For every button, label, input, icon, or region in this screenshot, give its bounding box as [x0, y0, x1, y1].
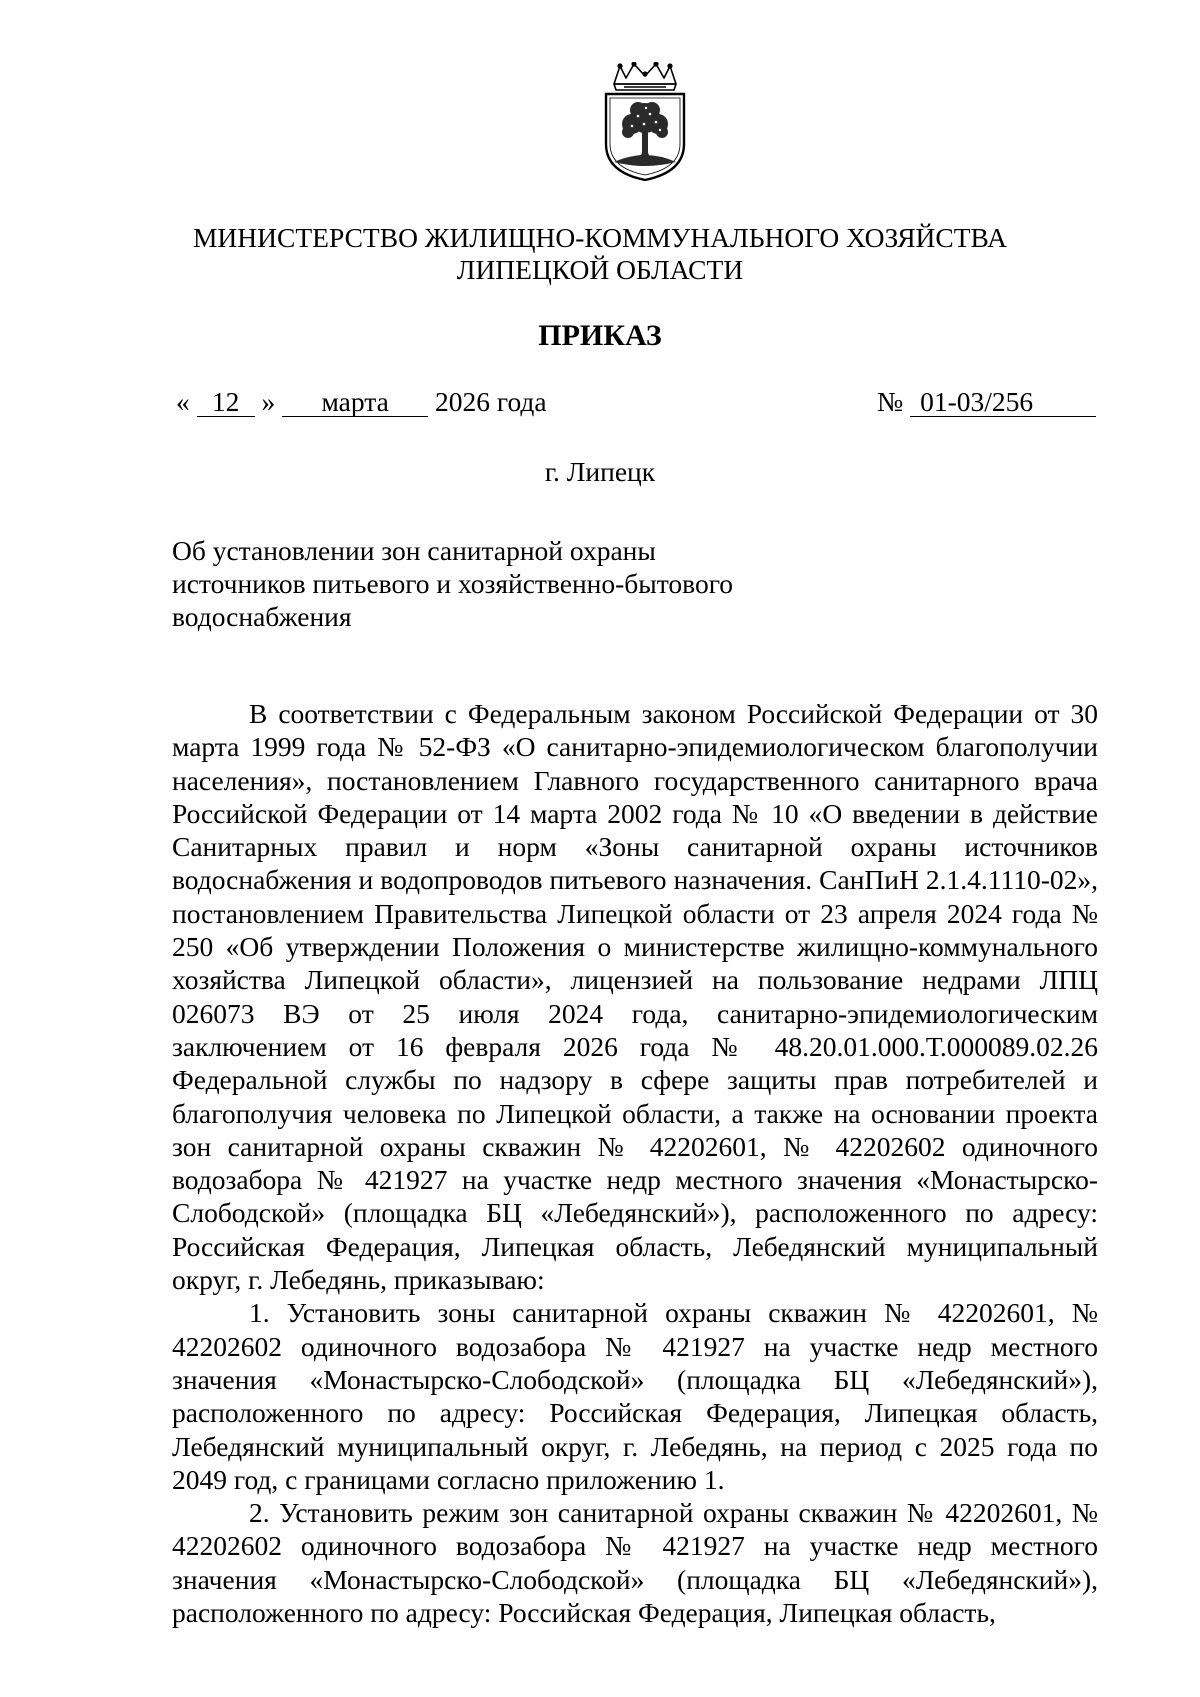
body-preamble: В соответствии с Федеральным законом Российской Федерации от 30 марта 1999 года № 52-ФЗ «О санитарно-эпидемиологическом благополучии населения», постановлением Главного государственного санитарного врача Российской Федерации от 14 марта 2002 года № 10 «О введении в действие Санитарных правил и норм «Зоны санитарной охраны источников водоснабжения и водопроводов питьевого назначения. СанПиН 2.1.4.1110-02», постановлением Правительства Липецкой области от 23 апреля 2024 года № 250 «Об утверждении Положения о министерстве жилищно-коммунального хозяйства Липецкой области», лицензией на пользование недрами ЛПЦ 026073 ВЭ от 25 июля 2024 года, санитарно-эпидемиологическим заключением от 16 февраля 2026 года № 48.20.01.000.Т.000089.02.26 Федеральной службы по надзору в сфере защиты прав потребителей и благополучия человека по Липецкой области, а также на основании проекта зон санитарной охраны скважин № 42202601, № 42202602 одиночного водозабора № 421927 на участке недр местного значения «Монастырско-Слободской» (площадка БЦ «Лебедянский»), расположенного по адресу: Российская Федерация, Липецкая область, Лебедянский муниципальный округ, г. Лебедянь, приказываю:: [172, 698, 1098, 1296]
number-sign: №: [877, 386, 904, 417]
document-type-title: ПРИКАЗ: [538, 319, 662, 352]
coat-of-arms-icon: [600, 62, 690, 182]
subject-line1: Об установлении зон санитарной охраны: [172, 535, 656, 566]
ministry-name-line1: МИНИСТЕРСТВО ЖИЛИЩНО-КОММУНАЛЬНОГО ХОЗЯЙСТВА: [192, 222, 1008, 253]
document-date: [176, 386, 547, 418]
document-body: [172, 697, 1098, 1629]
document-subject: [172, 534, 792, 633]
document-number: [877, 386, 1096, 418]
number-value: 01-03/256: [910, 388, 1096, 417]
date-month: марта: [282, 388, 428, 417]
body-item-1: 1. Установить зоны санитарной охраны скважин № 42202601, № 42202602 одиночного водозабора № 421927 на участке недр местного значения «Монастырско-Слободской» (площадка БЦ «Лебедянский»), расположенного по адресу: Российская Федерация, Липецкая область, Лебедянский муниципальный округ, г. Лебедянь, на период с 2025 года по 2049 год, с границами согласно приложению 1.: [172, 1297, 1098, 1495]
date-day: 12: [197, 388, 255, 417]
date-close-quote: »: [261, 386, 276, 417]
subject-line2: источников питьевого и хозяйственно-бытового: [172, 568, 734, 599]
coat-of-arms-emblem: [600, 62, 690, 182]
ministry-name: [150, 222, 1050, 286]
body-item-2: 2. Установить режим зон санитарной охраны скважин № 42202601, № 42202602 одиночного водозабора № 421927 на участке недр местного значения «Монастырско-Слободской» (площадка БЦ «Лебедянский»), расположенного по адресу: Российская Федерация, Липецкая область,: [172, 1497, 1098, 1629]
subject-line3: водоснабжения: [172, 601, 352, 632]
date-year: 2026 года: [435, 386, 547, 417]
date-open-quote: «: [176, 386, 190, 417]
document-city: г. Липецк: [544, 456, 656, 487]
ministry-name-line2: ЛИПЕЦКОЙ ОБЛАСТИ: [456, 254, 744, 285]
